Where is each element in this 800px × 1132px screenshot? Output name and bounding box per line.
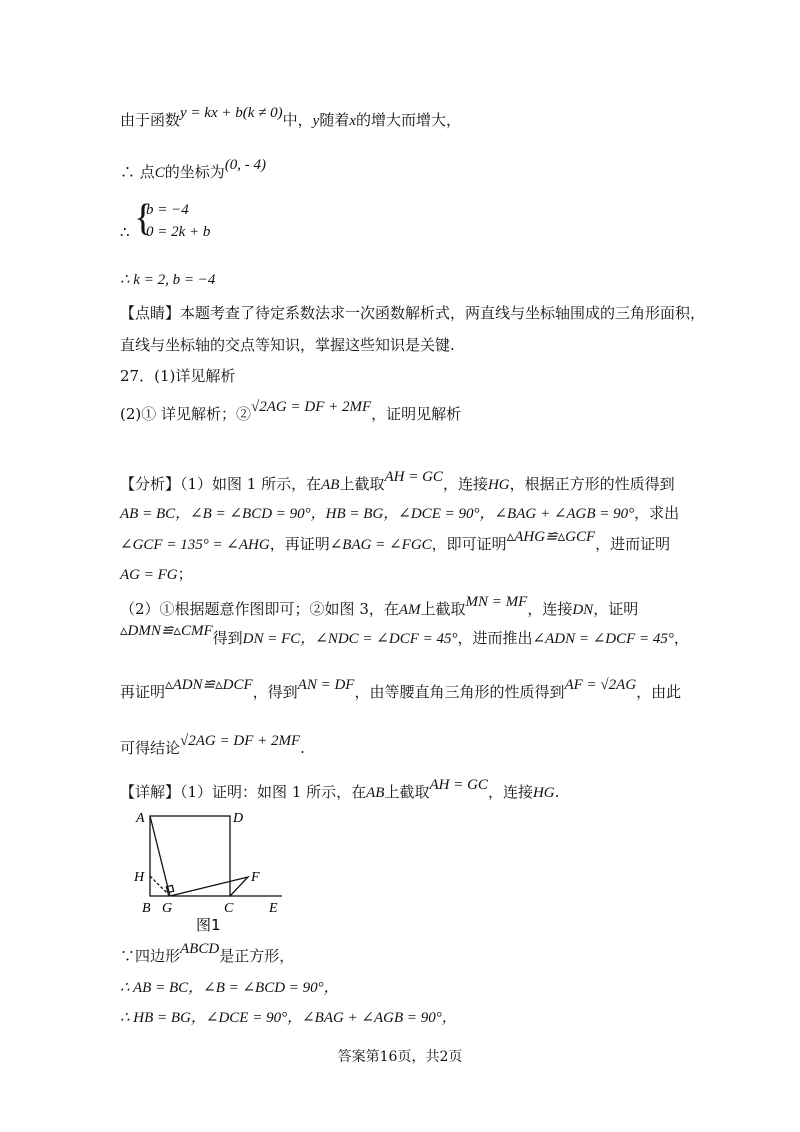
math: (0, - 4) xyxy=(224,157,267,173)
math: DN = FC，∠NDC = ∠DCF = 45° xyxy=(242,631,458,647)
math: ∠BAG = ∠FGC xyxy=(329,537,432,553)
proof-line: ∴ HB = BG，∠DCE = 90°，∠BAG + ∠AGB = 90°， xyxy=(120,1010,457,1026)
text: ，根据正方形的性质得到 xyxy=(509,475,675,493)
text: 得到 xyxy=(212,629,243,647)
text: 可得结论 xyxy=(120,739,181,757)
label-a: A xyxy=(136,811,145,826)
math: ▵AHG≌▵GCF xyxy=(506,529,596,545)
text: ，连接 xyxy=(487,783,533,801)
analysis-line xyxy=(120,503,679,524)
text: 上截取 xyxy=(420,600,466,618)
analysis-line xyxy=(120,594,639,620)
question-number: 27．(1)详见解析 xyxy=(120,367,236,385)
label-e: E xyxy=(269,901,278,916)
text: 是正方形， xyxy=(219,947,295,965)
math: ▵ADN≌▵DCF xyxy=(165,677,253,693)
page-footer: 答案第16页，共2页 xyxy=(337,1049,463,1065)
text: 上截取 xyxy=(384,783,430,801)
answer-line xyxy=(120,399,462,425)
analysis-line xyxy=(120,677,682,703)
text-line xyxy=(120,105,462,131)
text: . xyxy=(554,783,560,801)
detail-line xyxy=(120,777,560,803)
text: ； xyxy=(177,565,193,583)
text: 中， xyxy=(282,111,313,129)
comment-line: 直线与坐标轴的交点等知识，掌握这些知识是关键. xyxy=(120,336,455,354)
text: ，连接 xyxy=(527,600,573,618)
math: √2AG = DF + 2MF xyxy=(251,399,372,415)
text: 【分析】（1）如图 1 所示，在 xyxy=(120,475,322,493)
analysis-line xyxy=(120,564,193,585)
text: 【详解】（1）证明：如图 1 所示，在 xyxy=(120,783,367,801)
text: (2)① 详见解析；② xyxy=(120,405,252,423)
segment-ag xyxy=(150,816,170,896)
text: ，证明 xyxy=(593,600,639,618)
math: AN = DF xyxy=(297,677,355,693)
right-angle-mark xyxy=(166,885,173,892)
comment-line: 【点睛】本题考查了待定系数法求一次函数解析式，两直线与坐标轴围成的三角形面积， xyxy=(120,304,706,322)
text: ，得到 xyxy=(252,683,298,701)
math: ∠GCF = 135° = ∠AHG xyxy=(120,537,270,553)
math: AH = GC xyxy=(429,777,488,793)
math: HG xyxy=(487,477,510,493)
text: ，进而证明 xyxy=(595,535,671,553)
label-b: B xyxy=(142,901,151,916)
math: x xyxy=(349,113,356,129)
text: ∵四边形 xyxy=(120,947,181,965)
label-h: H xyxy=(134,870,145,885)
math: HG xyxy=(532,785,555,801)
result-line: ∴ k = 2, b = −4 xyxy=(120,272,216,288)
text: . xyxy=(300,739,305,757)
math: AB xyxy=(321,477,340,493)
analysis-line xyxy=(120,733,305,759)
text: 的坐标为 xyxy=(164,163,225,181)
text: ，进而推出 xyxy=(457,629,533,647)
text: ， xyxy=(673,629,689,647)
math: y = kx + b(k ≠ 0) xyxy=(180,105,283,121)
math: AG = FG xyxy=(120,567,178,583)
text-line xyxy=(120,157,267,183)
math: AB xyxy=(366,785,385,801)
proof-line: ∴ AB = BC，∠B = ∠BCD = 90°， xyxy=(120,980,339,996)
math: ABCD xyxy=(180,941,220,957)
proof-line xyxy=(120,941,295,967)
brace: { xyxy=(134,197,153,239)
math: AH = GC xyxy=(384,469,443,485)
math: ∠ADN = ∠DCF = 45° xyxy=(532,631,674,647)
math: √2AG = DF + 2MF xyxy=(180,733,301,749)
label-c: C xyxy=(224,901,234,916)
math: C xyxy=(154,165,165,181)
math: AM xyxy=(398,602,421,618)
math: ▵DMN≌▵CMF xyxy=(120,623,213,639)
text: ∴ xyxy=(120,223,130,241)
label-g: G xyxy=(162,901,173,916)
math: AF = √2AG xyxy=(564,677,637,693)
text: ，求出 xyxy=(634,504,680,522)
text: （2）①根据题意作图即可；②如图 3，在 xyxy=(120,600,399,618)
figure-caption: 图1 xyxy=(196,916,221,934)
text: 再证明 xyxy=(120,683,166,701)
equation-1: b = −4 xyxy=(146,202,189,218)
text: ，再证明 xyxy=(269,535,330,553)
math: ，HB = BG，∠DCE = 90°，∠BAG + ∠AGB = 90° xyxy=(310,506,635,522)
equation-2: 0 = 2k + b xyxy=(146,224,211,240)
math: DN xyxy=(572,602,594,618)
label-d: D xyxy=(233,811,244,826)
analysis-line xyxy=(120,623,689,649)
text: 上截取 xyxy=(339,475,385,493)
geometry-figure xyxy=(120,806,300,936)
segment-gf-fc xyxy=(170,877,248,896)
analysis-line xyxy=(120,529,671,555)
text: ，即可证明 xyxy=(431,535,507,553)
text: ，由等腰直角三角形的性质得到 xyxy=(354,683,565,701)
math: MN = MF xyxy=(465,594,528,610)
math: y xyxy=(312,113,320,129)
math: AB = BC，∠B = ∠BCD = 90° xyxy=(120,506,311,522)
text: ，由此 xyxy=(636,683,682,701)
label-f: F xyxy=(251,870,260,885)
analysis-line xyxy=(120,469,675,495)
text: ，证明见解析 xyxy=(371,405,462,423)
therefore-symbol xyxy=(120,222,130,242)
text: 由于函数 xyxy=(120,111,181,129)
text: 随着 xyxy=(319,111,350,129)
text: ，连接 xyxy=(442,475,488,493)
text: ∴ 点 xyxy=(120,163,155,181)
text: 的增大而增大， xyxy=(356,111,462,129)
